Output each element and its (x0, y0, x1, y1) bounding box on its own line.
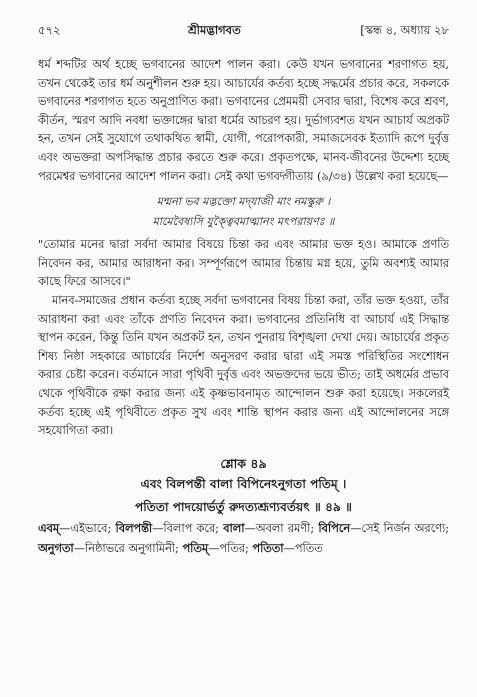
gita-verse (38, 192, 449, 232)
synonym-word: বিপিনে (318, 521, 351, 536)
synonym-word: অনুগতা (38, 540, 74, 555)
gita-verse-line-2: মামেবৈষ্যসি যুক্ত্বৈবমাত্মানং মৎপরায়ণঃ ॥ (152, 215, 335, 229)
synonym-word: পতিতা (252, 540, 284, 555)
synonym-meaning: পতির; (219, 541, 249, 555)
sloka-line-2: পতিতা পাদয়োর্ভর্তু রুদত্যশ্রূণ্যবর্তয়ৎ ॥ ৪৯ ॥ (134, 500, 353, 515)
page-body (38, 56, 449, 558)
paragraph-1-text: ধর্ম শব্দটির অর্থ হচ্ছে ভগবানের আদেশ পালন করা। কেউ যখন ভগবানের শরণাগত হয়, তখন থেকেই তার ধর্ম অনুশীলন শুরু হয়। আচার্যের কর্তব্য হচ্ছে সদ্ধর্মের প্রচার করে, সকলকে ভগবানের শরণাগত হতে অনুপ্রাণিত করা। ভগবানের প্রেমময়ী সেবার দ্বারা, বিশেষ করে শ্রবণ, কীর্তন, স্মরণ আদি নবধা ভক্তাঙ্গের দ্বারা ধর্মের আচরণ হয়। দুর্ভাগ্যবশত যখন আচার্য অপ্রকট হন, তখন সেই সুযোগে তথাকথিত স্বামী, যোগী, পরোপকারী, সমাজসেবক ইত্যাদি রূপে দুর্বৃত্ত এবং অভক্তরা অপসিদ্ধান্ত প্রচার করতে শুরু করে। প্রকৃতপক্ষে, মানব-জীবনের উদ্দেশ্য হচ্ছে পরমেশ্বর ভগবানের আদেশ পালন করা। সেই কথা (38, 58, 449, 183)
synonym-meaning: এইভাবে; (70, 522, 112, 536)
synonym-meaning: বিলাপ করে; (163, 522, 219, 536)
gita-verse-line-1: মন্মনা ভব মদ্ভক্তো মদ্‌যাজী মাং নমস্কুরু । (156, 195, 331, 209)
synonym-word: বালা (223, 521, 245, 536)
synonym-word: পতিম্ (182, 540, 209, 555)
synonym-word: বিলপন্তী (115, 521, 153, 536)
paragraph-1-tail: ভগবদ্গীতায় (৯/৩৪) উল্লেখ করা হয়েছে— (257, 169, 449, 183)
paragraph-1 (38, 56, 449, 186)
synonyms: এবম্—এইভাবে; বিলপন্তী—বিলাপ করে; বালা—অবলা রমণী; বিপিনে—সেই নির্জন অরণ্যে; অনুগতা—নিষ্ঠাভরে অনুগামিনী; পতিম্—পতির; পতিতা—পতিত (38, 521, 450, 555)
synonym-meaning: নিষ্ঠাভরে অনুগামিনী; (84, 541, 179, 555)
running-title: শ্রীমদ্ভাগবত (188, 23, 241, 37)
sloka-line-1: এবং বিলপন্তী বালা বিপিনেঽনুগতা পতিম্ । (140, 477, 347, 492)
synonym-word: এবম্ (38, 521, 60, 536)
page-header (38, 22, 449, 40)
sloka-heading: শ্লোক ৪৯ (220, 455, 267, 471)
paragraph-2: মানব-সমাজের প্রধান কর্তব্য হচ্ছে সর্বদা ভগবানের বিষয় চিন্তা করা, তাঁর ভক্ত হওয়া, তাঁর আরাধনা করা এবং তাঁকে প্রণতি নিবেদন করা। ভগবানের প্রতিনিধি বা আচার্য এই সিদ্ধান্ত স্থাপন করেন, কিন্তু তিনি যখন অপ্রকট হন, তখন পুনরায় বিশৃঙ্খলা দেখা দেয়। আচার্যের প্রকৃত শিষ্য নিষ্ঠা সহকারে আচার্যের নির্দেশ অনুসরণ করার দ্বারা এই সমস্ত পরিস্থিতির সংশোধন করার চেষ্টা করেন। বর্তমানে সারা পৃথিবী দুর্বৃত্ত এবং অভক্তদের ভয়ে ভীত; তাই অধর্মের প্রভাব থেকে পৃথিবীকে রক্ষা করার জন্য এই কৃষ্ণভাবনামৃত আন্দোলন শুরু করা হয়েছে। সকলেরই কর্তব্য হচ্ছে এই পৃথিবীতে প্রকৃত সুখ এবং শান্তি স্থাপন করার জন্য এই আন্দোলনের সঙ্গে সহযোগিতা করা। (38, 293, 449, 438)
synonym-meaning: সেই নির্জন অরণ্যে; (361, 522, 450, 536)
page-number: ৫৭২ (38, 23, 61, 37)
synonym-meaning: পতিত (294, 541, 323, 555)
chapter-reference: [স্কন্ধ ৪, অধ্যায় ২৮ (360, 23, 449, 37)
synonym-meaning: অবলা রমণী; (255, 522, 315, 536)
verse-translation-quote: "তোমার মনের দ্বারা সর্বদা আমার বিষয়ে চিন্তা কর এবং আমার ভক্ত হও। আমাকে প্রণতি নিবেদন কর, আমার আরাধনা কর। সম্পূর্ণরূপে আমার চিন্তায় মগ্ন হয়ে, তুমি অবশ্যই আমার কাছে ফিরে আসবে।" (38, 238, 449, 289)
